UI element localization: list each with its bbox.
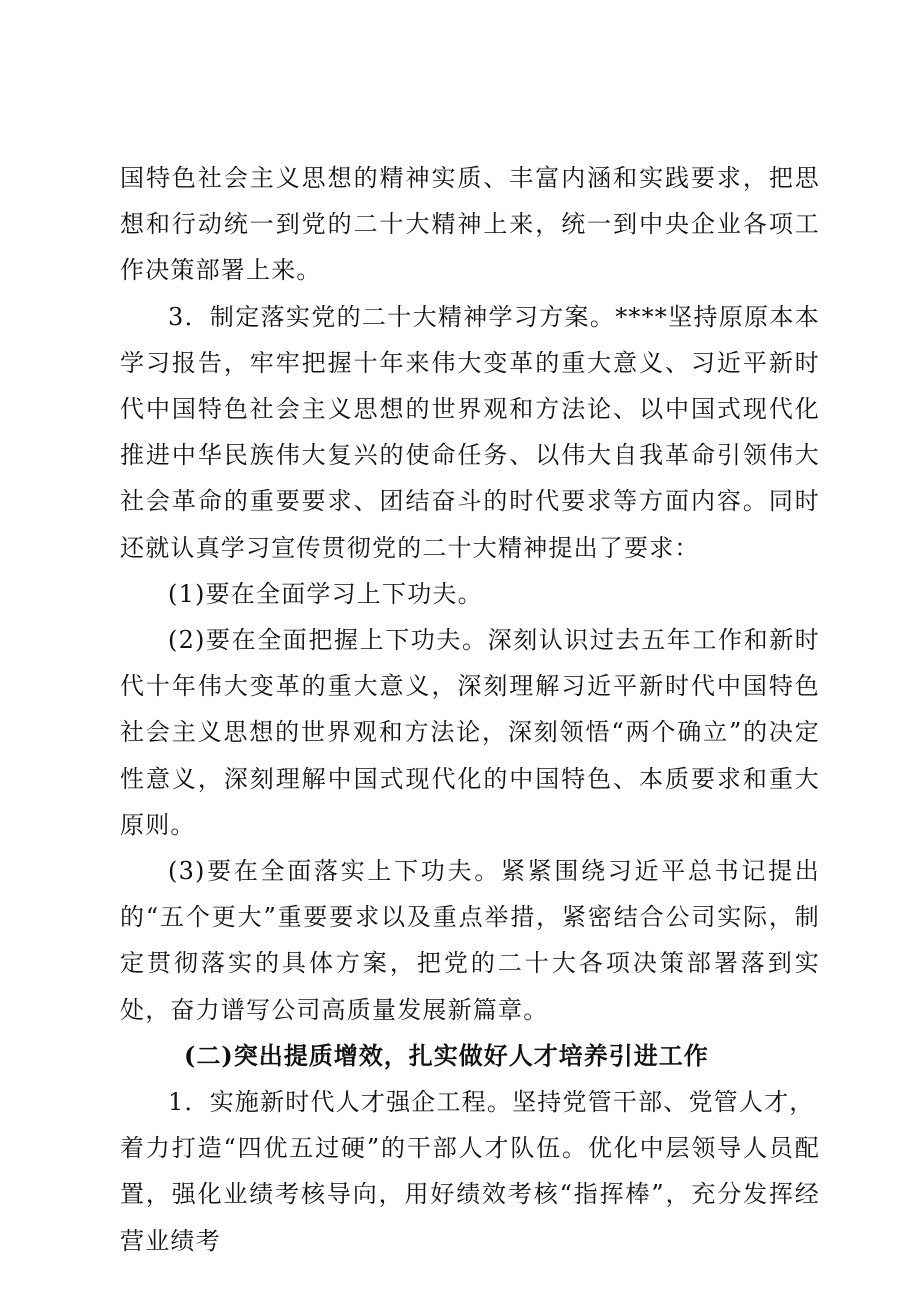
paragraph-continuation: 国特色社会主义思想的精神实质、丰富内涵和实践要求，把思想和行动统一到党的二十大精神上来，统一到中央企业各项工作决策部署上来。	[120, 164, 820, 285]
paragraph-subitem-2: (2)要在全面把握上下功夫。深刻认识过去五年工作和新时代十年伟大变革的重大意义，深刻理解习近平新时代中国特色社会主义思想的世界观和方法论，深刻领悟“两个确立”的决定性意义，深刻理解中国式现代化的中国特色、本质要求和重大原则。	[120, 626, 820, 839]
document-body	[120, 155, 820, 1264]
paragraph-subitem-3: (3)要在全面落实上下功夫。紧紧围绕习近平总书记提出的“五个更大”重要要求以及重点举措，紧密结合公司实际，制定贯彻落实的具体方案，把党的二十大各项决策部署落到实处，奋力谱写公司高质量发展新篇章。	[120, 857, 820, 1024]
paragraph-item-3: 3．制定落实党的二十大精神学习方案。****坚持原原本本学习报告，牢牢把握十年来伟大变革的重大意义、习近平新时代中国特色社会主义思想的世界观和方法论、以中国式现代化推进中华民族伟大复兴的使命任务、以伟大自我革命引领伟大社会革命的重要要求、团结奋斗的时代要求等方面内容。同时还就认真学习宣传贯彻党的二十大精神提出了要求：	[120, 302, 820, 562]
section-heading: (二)突出提质增效，扎实做好人才培养引进工作	[184, 1040, 709, 1070]
paragraph-subitem-1: (1)要在全面学习上下功夫。	[168, 579, 483, 608]
paragraph-item-1-first-line: 1．实施新时代人才强企工程。坚持党管干部、党管人才，	[168, 1088, 815, 1117]
paragraph-item-1-continuation: 着力打造“四优五过硬”的干部人才队伍。优化中层领导人员配置，强化业绩考核导向，用好绩效考核“指挥棒”，充分发挥经营业绩考	[120, 1134, 820, 1255]
